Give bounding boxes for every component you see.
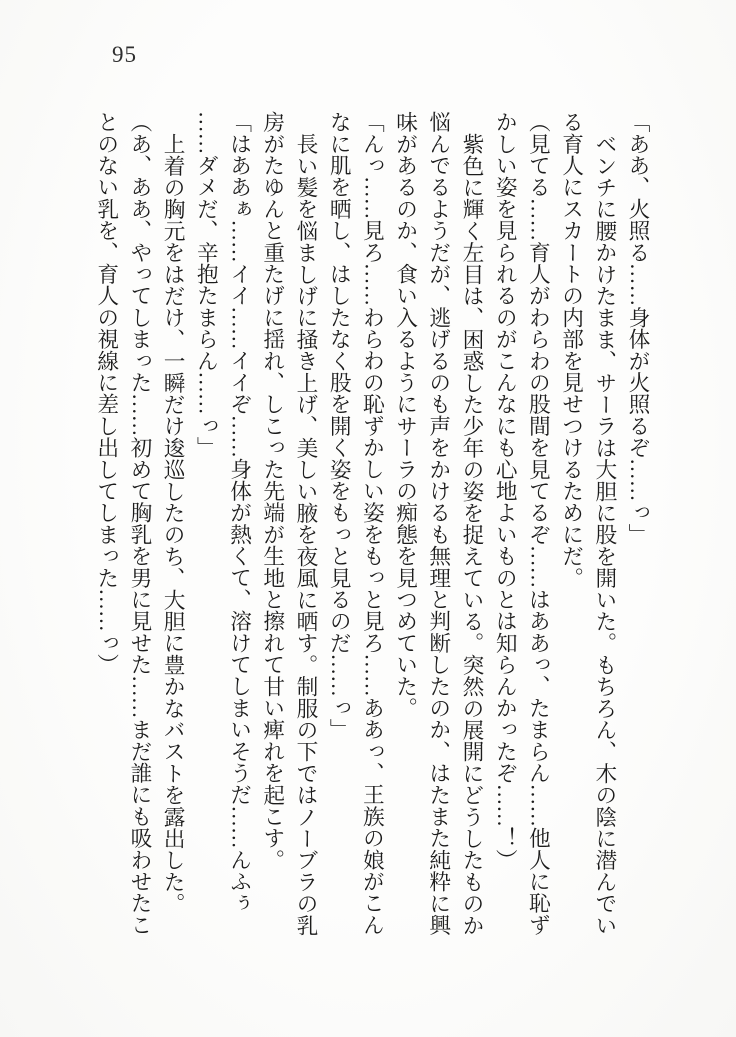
text-line-12: 房がたゆんと重たげに揺れ、しこった先端が生地と擦れて甘い痺れを起こす。 (260, 111, 285, 871)
text-line-8: 味があるのか、食い入るようにサーラの痴態を見つめていた。 (393, 111, 418, 719)
text-line-3: る育人にスカートの内部を見せつけるためにだ。 (559, 111, 584, 589)
text-block (90, 111, 654, 938)
text-line-13: 「はああぁ……イイ……イイぞ……身体が熱くて、溶けてしまいそうだ……んふぅ (227, 111, 252, 914)
text-line-11: 長い髪を悩ましげに掻き上げ、美しい腋を夜風に晒す。制服の下ではノーブラの乳 (293, 132, 318, 936)
text-line-14: ……ダメだ、辛抱たまらん……っ」 (194, 111, 219, 459)
text-line-10: なに肌を晒し、はしたなく股を開く姿をもっと見るのだ……っ」 (327, 111, 352, 741)
text-line-5: かしい姿を見られるのがこんなにも心地よいものとは知らんかったぞ……！） (493, 111, 518, 871)
text-line-1: 「ああ、火照る……身体が火照るぞ……っ」 (626, 111, 650, 545)
text-line-2: ベンチに腰かけたまま、サーラは大胆に股を開いた。もちろん、木の陰に潜んでい (592, 132, 617, 936)
text-line-7: 悩んでるようだが、逃げるのも声をかけるも無理と判断したのか、はたまた純粋に興 (426, 111, 451, 936)
text-line-15: 上着の胸元をはだけ、一瞬だけ逡巡したのち、大胆に豊かなバストを露出した。 (161, 132, 186, 914)
text-line-16: （あ、ああ、やってしまった……初めて胸乳を男に見せた……まだ誰にも吸わせたこ (127, 111, 152, 936)
text-line-4: （見てる……育人がわらわの股間を見てるぞ……はああっ、たまらん……他人に恥ず (526, 111, 551, 936)
text-line-6: 紫色に輝く左目は、困惑した少年の姿を捉えている。突然の展開にどうしたものか (459, 132, 484, 936)
page-number: 95 (112, 42, 137, 67)
text-line-9: 「んっ……見ろ……わらわの恥ずかしい姿をもっと見ろ……ああっ、王族の娘がこん (360, 111, 385, 936)
text-line-17: とのない乳を、育人の視線に差し出してしまった……っ） (94, 111, 119, 676)
